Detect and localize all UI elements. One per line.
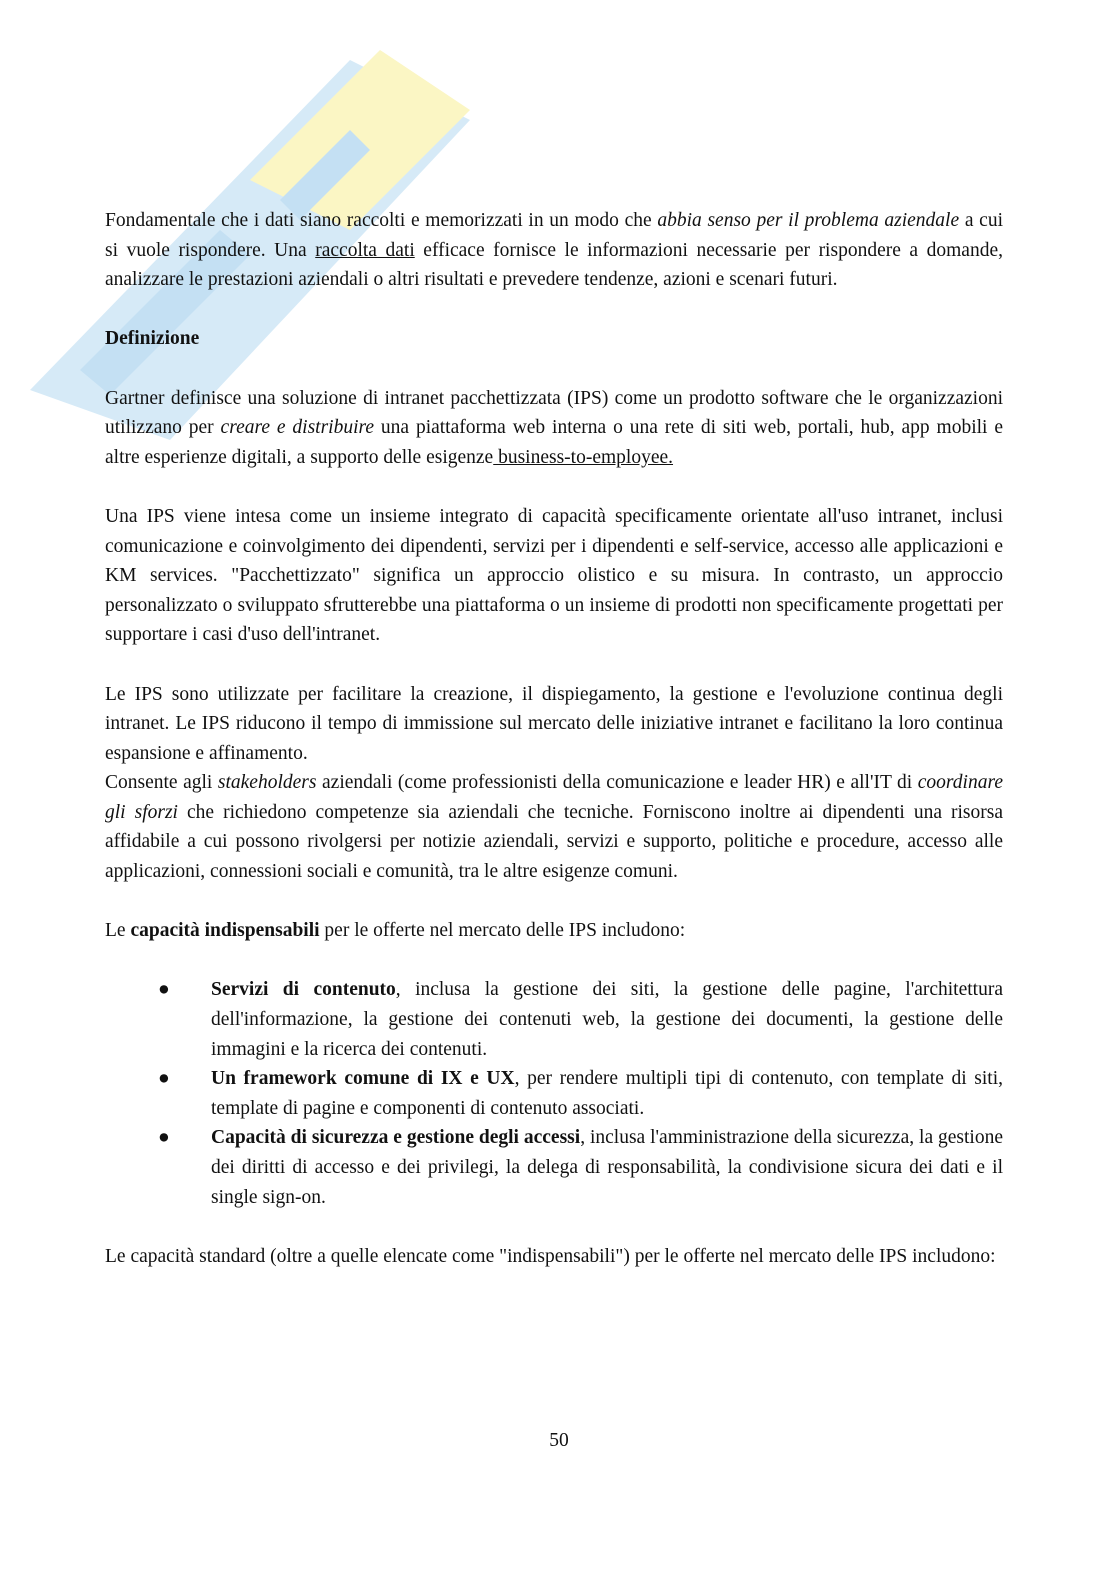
text-run: per le offerte nel mercato delle IPS includono:	[319, 920, 686, 942]
page-number: 50	[549, 1430, 569, 1451]
emphasis: coordinare gli sforzi	[105, 772, 1003, 823]
bold-term: capacità indispensabili	[130, 920, 320, 942]
text-run: una piattaforma web interna o una rete di siti web, portali, hub, app mobili e altre esperienze digitali, a supporto delle esigenze	[105, 417, 1003, 468]
emphasis: abbia senso per il problema aziendale	[657, 210, 960, 231]
list-item	[158, 975, 1003, 1064]
list-item	[158, 1123, 1003, 1212]
text-run: aziendali (come professionisti della comunicazione e leader HR) e all'IT di	[316, 772, 918, 794]
paragraph-standard-capabilities: Le capacità standard (oltre a quelle elencate come "indispensabili") per le offerte nel mercato delle IPS includono:	[105, 1245, 996, 1267]
paragraph-capabilities-intro	[105, 916, 1003, 946]
text-run: Consente agli	[105, 772, 218, 794]
capabilities-list	[105, 975, 1003, 1212]
paragraph-stakeholders	[105, 768, 1003, 886]
emphasis: creare e distribuire	[220, 417, 375, 439]
text-run: , inclusa l'amministrazione della sicurezza, la gestione dei diritti di accesso e dei privilegi, la delega di responsabilità, la condivisione sicura dei dati e il single sign-on.	[211, 1127, 1003, 1208]
emphasis: stakeholders	[217, 772, 317, 794]
text-run: , per rendere multipli tipi di contenuto, con template di siti, template di pagine e componenti di contenuto associati.	[211, 1068, 1003, 1119]
bold-term: Servizi di contenuto	[211, 979, 396, 1001]
bullet-icon: ●	[158, 979, 170, 1001]
underlined-term: business-to-employee.	[493, 446, 674, 468]
text-run: efficace fornisce le informazioni necessarie per rispondere a domande, analizzare le prestazioni aziendali o altri risultati e prevedere tendenze, azioni e scenari futuri.	[105, 239, 1003, 291]
text-run: a cui si vuole rispondere. Una	[105, 210, 1003, 261]
text-run: Le	[105, 920, 131, 942]
paragraph-intro	[105, 206, 1003, 295]
text-run: Fondamentale che i dati siano raccolti e memorizzati in un modo che	[105, 210, 658, 231]
bold-term: Capacità di sicurezza e gestione degli accessi	[211, 1127, 581, 1149]
text-run: Gartner definisce una soluzione di intranet pacchettizzata (IPS) come un prodotto software che le organizzazioni utilizzano per	[105, 387, 1003, 439]
list-item	[158, 1064, 1003, 1123]
bullet-icon: ●	[158, 1127, 170, 1149]
section-heading: Definizione	[105, 328, 200, 350]
paragraph-usage: Le IPS sono utilizzate per facilitare la creazione, il dispiegamento, la gestione e l'evoluzione continua degli intranet. Le IPS riducono il tempo di immissione sul mercato delle iniziative intranet e facilitano la loro continua espansione e affinamento.	[105, 683, 1003, 764]
text-run: che richiedono competenze sia aziendali che tecniche. Forniscono inoltre ai dipendenti una risorsa affidabile a cui possono rivolgersi per notizie aziendali, servizi e supporto, politiche e procedure, accesso alle applicazioni, connessioni sociali e comunità, tra le altre esigenze comuni.	[105, 801, 1003, 883]
paragraph-ips: Una IPS viene intesa come un insieme integrato di capacità specificamente orientate all'uso intranet, inclusi comunicazione e coinvolgimento dei dipendenti, servizi per i dipendenti e self-service, accesso alle applicazioni e KM services. "Pacchettizzato" significa un approccio olistico e su misura. In contrasto, un approccio personalizzato o sviluppato sfrutterebbe una piattaforma o un insieme di prodotti non specificamente progettati per supportare i casi d'uso dell'intranet.	[105, 505, 1003, 646]
bullet-icon: ●	[158, 1068, 170, 1090]
bold-term: Un framework comune di IX e UX	[211, 1068, 515, 1090]
underlined-term: raccolta dati	[315, 239, 415, 261]
paragraph-definition	[105, 384, 1003, 473]
text-run: , inclusa la gestione dei siti, la gestione delle pagine, l'architettura dell'informazione, la gestione dei contenuti web, la gestione dei documenti, la gestione delle immagini e la ricerca dei contenuti.	[211, 979, 1003, 1060]
